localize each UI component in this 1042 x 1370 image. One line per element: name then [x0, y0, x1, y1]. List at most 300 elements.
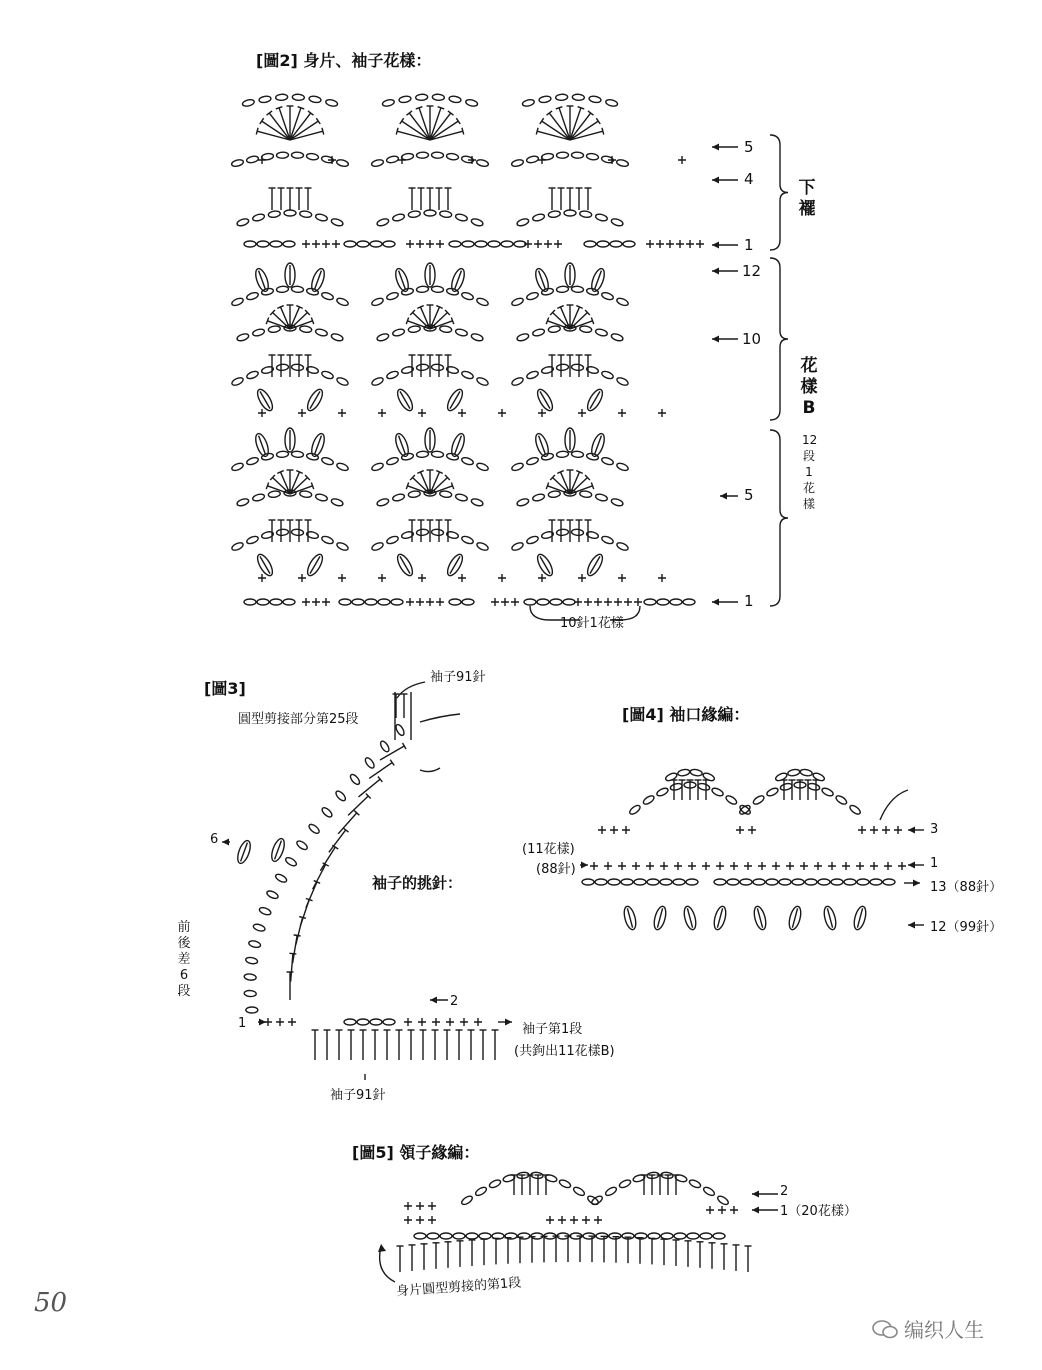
single-crochet — [312, 240, 320, 248]
chain-stitch — [231, 462, 244, 472]
chain-stitch — [674, 1233, 686, 1239]
single-crochet — [501, 598, 509, 606]
single-crochet — [418, 409, 426, 417]
chain-stitch — [511, 376, 524, 386]
single-crochet — [498, 574, 506, 582]
chain-stitch — [383, 1019, 395, 1025]
chain-stitch — [766, 787, 779, 798]
chain-stitch — [284, 210, 296, 216]
chain-stitch — [849, 804, 862, 816]
single-crochet — [406, 240, 414, 248]
chain-stitch — [431, 451, 443, 458]
chain-stitch — [408, 325, 421, 333]
chain-stitch — [657, 599, 669, 605]
double-crochet — [419, 108, 430, 140]
double-crochet-top — [456, 118, 460, 124]
row-arrowhead — [908, 922, 915, 929]
single-crochet — [524, 240, 532, 248]
chain-stitch — [446, 452, 459, 461]
chain-stitch — [344, 241, 356, 247]
chain-stitch — [449, 241, 461, 247]
chain-stitch — [231, 376, 244, 386]
chain-stitch — [725, 794, 738, 806]
fig4-row1: 1 — [930, 856, 939, 871]
chain-stitch — [818, 879, 830, 885]
puff-stitch-line — [450, 391, 460, 408]
single-crochet — [702, 862, 710, 870]
chain-stitch — [283, 599, 295, 605]
chain-stitch — [446, 153, 459, 161]
chain-stitch — [586, 287, 599, 296]
single-crochet — [426, 240, 434, 248]
chain-stitch — [236, 333, 249, 342]
chain-stitch — [446, 287, 459, 296]
single-crochet — [882, 826, 890, 834]
puff-stitch-line — [757, 908, 762, 927]
single-crochet — [736, 826, 744, 834]
single-crochet — [258, 409, 266, 417]
chain-stitch — [800, 769, 813, 777]
single-crochet — [634, 598, 642, 606]
chain-stitch — [476, 541, 489, 551]
chain-stitch — [231, 159, 244, 168]
chain-stitch — [579, 325, 592, 333]
chain-stitch — [246, 370, 259, 380]
single-crochet — [898, 862, 906, 870]
chain-stitch — [284, 856, 297, 867]
chain-stitch — [270, 599, 282, 605]
chain-stitch — [656, 787, 669, 798]
chain-stitch — [325, 99, 338, 108]
chain-stitch — [548, 325, 561, 333]
page-number: 50 — [34, 1288, 68, 1318]
row-arrowhead — [752, 1191, 759, 1198]
sleeve-edge — [420, 714, 460, 722]
puff-stitch-line — [450, 556, 460, 573]
chain-stitch — [244, 599, 256, 605]
chain-stitch — [616, 462, 629, 472]
chain-stitch — [595, 879, 607, 885]
single-crochet — [786, 862, 794, 870]
single-crochet — [404, 1018, 412, 1026]
single-crochet — [312, 598, 320, 606]
puff-stitch-line — [310, 391, 320, 408]
single-crochet — [302, 240, 310, 248]
chain-stitch — [572, 1186, 585, 1197]
single-crochet — [604, 862, 612, 870]
single-crochet — [688, 862, 696, 870]
chain-stitch — [439, 210, 452, 218]
chain-stitch — [526, 291, 539, 301]
single-crochet — [646, 240, 654, 248]
chain-stitch — [740, 879, 752, 885]
chain-stitch — [283, 241, 295, 247]
chain-stitch — [299, 490, 312, 498]
row-arrowhead — [259, 1019, 266, 1026]
chain-stitch — [292, 94, 304, 101]
chain-stitch — [416, 529, 428, 536]
chain-stitch — [883, 879, 895, 885]
chain-stitch — [611, 218, 624, 227]
chain-stitch — [537, 599, 549, 605]
chain-stitch — [408, 210, 421, 218]
single-crochet — [594, 1216, 602, 1224]
double-crochet — [570, 121, 598, 140]
chain-stitch — [621, 879, 633, 885]
chain-stitch — [455, 328, 468, 337]
chain-stitch — [714, 879, 726, 885]
chain-stitch — [471, 218, 484, 227]
chain-stitch — [688, 1178, 701, 1189]
single-crochet — [676, 240, 684, 248]
chain-stitch — [357, 241, 369, 247]
row-arrowhead — [908, 827, 915, 834]
single-crochet — [258, 156, 266, 164]
single-crochet — [258, 574, 266, 582]
chain-stitch — [401, 452, 414, 461]
puff-stitch-line — [792, 908, 797, 927]
fig2-repeat-note: 10針1花樣 — [560, 616, 624, 631]
single-crochet — [322, 240, 330, 248]
chain-stitch — [258, 906, 271, 916]
puff-stitch-line — [400, 391, 410, 408]
single-crochet — [696, 240, 704, 248]
double-crochet-top — [299, 917, 306, 919]
chain-stitch — [526, 456, 539, 466]
chain-stitch — [376, 498, 389, 507]
chain-stitch — [586, 153, 599, 161]
cuff-edge — [880, 790, 908, 820]
single-crochet — [598, 826, 606, 834]
chain-stitch — [268, 210, 281, 218]
chain-stitch — [416, 451, 428, 458]
double-crochet — [290, 108, 301, 140]
fig2-section-pattern: 花樣B — [800, 356, 818, 418]
row-arrowhead — [581, 862, 588, 869]
single-crochet — [658, 409, 666, 417]
chain-stitch — [455, 213, 468, 222]
double-crochet — [542, 121, 570, 140]
chain-stitch — [579, 210, 592, 218]
chain-stitch — [555, 94, 567, 101]
chain-stitch — [476, 376, 489, 386]
row-arrowhead — [712, 599, 719, 606]
chain-stitch — [449, 599, 461, 605]
chain-stitch — [370, 1019, 382, 1025]
fig3-sleeve-row1-note: (共鉤出11花樣B) — [514, 1044, 615, 1059]
chain-stitch — [683, 599, 695, 605]
fig2-row-label: 5 — [744, 138, 754, 156]
fig2-section-hem: 下襬 — [798, 178, 816, 219]
double-crochet-top — [540, 118, 544, 124]
chain-stitch — [579, 490, 592, 498]
chain-stitch — [461, 456, 474, 466]
chain-stitch — [556, 364, 568, 371]
chain-stitch — [246, 1007, 258, 1013]
single-crochet — [544, 240, 552, 248]
single-crochet — [618, 409, 626, 417]
chain-stitch — [571, 286, 583, 293]
chain-stitch — [687, 1233, 699, 1239]
chain-stitch — [462, 241, 474, 247]
chain-stitch — [466, 1233, 478, 1239]
watermark-text: 编织人生 — [904, 1318, 984, 1342]
chain-stitch — [370, 241, 382, 247]
chain-stitch — [257, 599, 269, 605]
chain-stitch — [516, 333, 529, 342]
chain-stitch — [524, 599, 536, 605]
single-crochet — [404, 1216, 412, 1224]
single-crochet — [570, 1216, 578, 1224]
fig4-row12: 12（99針） — [930, 920, 1003, 935]
collar-base-arrowhead — [378, 1244, 386, 1252]
chain-stitch — [616, 297, 629, 307]
chain-stitch — [661, 1233, 673, 1239]
chain-stitch — [787, 769, 800, 777]
chain-stitch — [526, 155, 539, 163]
chain-stitch — [753, 879, 765, 885]
chain-stitch — [365, 599, 377, 605]
chain-stitch — [334, 789, 347, 802]
chain-stitch — [244, 973, 257, 980]
fig3-sleeve-bottom-stitches: 袖子91針 — [330, 1088, 386, 1103]
chain-stitch — [779, 879, 791, 885]
chain-stitch — [291, 286, 303, 293]
single-crochet — [748, 826, 756, 834]
chain-stitch — [321, 291, 334, 301]
row-arrowhead — [505, 1019, 512, 1026]
single-crochet — [534, 240, 542, 248]
chain-stitch — [371, 297, 384, 307]
chain-stitch — [780, 782, 793, 791]
chain-stitch — [295, 839, 308, 851]
chain-stitch — [416, 286, 428, 293]
chain-stitch — [571, 451, 583, 458]
chain-stitch — [378, 599, 390, 605]
chain-stitch — [336, 159, 349, 168]
row-arrowhead — [430, 997, 437, 1004]
single-crochet — [298, 574, 306, 582]
chain-stitch — [276, 152, 288, 159]
single-crochet — [870, 862, 878, 870]
single-crochet — [828, 862, 836, 870]
single-crochet — [686, 240, 694, 248]
chain-stitch — [516, 498, 529, 507]
chain-stitch — [244, 241, 256, 247]
chain-stitch — [766, 879, 778, 885]
double-crochet — [559, 108, 570, 140]
puff-stitch-line — [717, 908, 722, 927]
double-crochet — [279, 108, 290, 140]
chain-stitch — [526, 370, 539, 380]
double-crochet-top — [602, 128, 604, 135]
single-crochet — [706, 1206, 714, 1214]
chain-stitch — [616, 541, 629, 551]
chain-stitch — [548, 490, 561, 498]
single-crochet — [622, 826, 630, 834]
single-crochet — [474, 1018, 482, 1026]
single-crochet — [418, 1018, 426, 1026]
chain-stitch — [379, 740, 391, 753]
double-crochet — [402, 121, 430, 140]
double-crochet-top — [294, 935, 301, 936]
chain-stitch — [821, 787, 834, 798]
chain-stitch — [541, 452, 554, 461]
double-crochet-top — [289, 953, 296, 954]
double-crochet — [313, 864, 326, 889]
row-arrowhead — [913, 880, 920, 887]
single-crochet — [491, 598, 499, 606]
single-crochet — [538, 574, 546, 582]
chain-stitch — [344, 1019, 356, 1025]
fig2-row-label: 1 — [744, 592, 754, 610]
chain-stitch — [236, 498, 249, 507]
chain-stitch — [246, 456, 259, 466]
chain-stitch — [386, 155, 399, 163]
double-crochet-top — [322, 128, 324, 135]
chain-stitch — [831, 879, 843, 885]
single-crochet — [428, 1216, 436, 1224]
double-crochet — [320, 847, 335, 871]
chain-stitch — [276, 286, 288, 293]
chain-stitch — [276, 451, 288, 458]
chain-stitch — [274, 873, 287, 884]
fig2-row-label: 5 — [744, 486, 754, 504]
single-crochet — [744, 862, 752, 870]
single-crochet — [416, 598, 424, 606]
chain-stitch — [628, 804, 641, 816]
double-crochet-top — [316, 118, 320, 124]
puff-stitch-line — [657, 908, 662, 927]
chain-stitch — [266, 889, 279, 899]
single-crochet — [416, 240, 424, 248]
chain-stitch — [516, 218, 529, 227]
chain-stitch — [511, 297, 524, 307]
fig4-row3: 3 — [930, 822, 939, 837]
chain-stitch — [336, 462, 349, 472]
chain-stitch — [711, 787, 724, 798]
chain-stitch — [697, 782, 710, 791]
chain-stitch — [548, 210, 561, 218]
single-crochet — [618, 862, 626, 870]
chain-stitch — [432, 94, 444, 101]
chain-stitch — [371, 376, 384, 386]
chain-stitch — [586, 452, 599, 461]
double-crochet-top — [462, 128, 464, 135]
chain-stitch — [488, 241, 500, 247]
single-crochet — [332, 240, 340, 248]
puff-stitch-line — [857, 908, 862, 927]
chain-stitch — [807, 782, 820, 791]
fig2-row-label: 1 — [744, 236, 754, 254]
chain-stitch — [670, 782, 683, 791]
chain-stitch — [453, 1233, 465, 1239]
chain-stitch — [556, 152, 568, 159]
chain-stitch — [394, 723, 405, 736]
single-crochet — [338, 409, 346, 417]
chain-stitch — [275, 94, 287, 101]
chain-stitch — [331, 498, 344, 507]
chain-stitch — [611, 498, 624, 507]
single-crochet — [460, 1018, 468, 1026]
single-crochet — [418, 574, 426, 582]
chain-stitch — [571, 364, 583, 371]
single-crochet — [858, 826, 866, 834]
chain-stitch — [371, 462, 384, 472]
fig5-row1: 1（20花樣） — [780, 1204, 857, 1219]
puff-stitch-line — [590, 391, 600, 408]
double-crochet — [262, 121, 290, 140]
chain-stitch — [702, 1186, 715, 1197]
chain-stitch — [460, 1194, 473, 1206]
chain-stitch — [371, 541, 384, 551]
chain-stitch — [532, 213, 545, 222]
chain-stitch — [336, 376, 349, 386]
puff-stitch-line — [260, 556, 270, 573]
fig3-sleeve-top-stitches: 袖子91針 — [430, 670, 486, 685]
watermark — [872, 1314, 984, 1343]
chain-stitch — [371, 159, 384, 168]
fig3-row1: 1 — [238, 1016, 247, 1031]
chain-stitch — [376, 218, 389, 227]
puff-stitch-line — [540, 556, 550, 573]
single-crochet — [428, 1202, 436, 1210]
chain-stitch — [604, 1186, 617, 1197]
fig4-row13: 13（88針） — [930, 880, 1003, 895]
sleeve-edge — [420, 768, 440, 772]
chain-stitch — [401, 287, 414, 296]
chain-stitch — [276, 364, 288, 371]
single-crochet — [772, 862, 780, 870]
fig2-row-label: 10 — [742, 330, 762, 348]
chain-stitch — [427, 1233, 439, 1239]
chain-stitch — [386, 291, 399, 301]
chain-stitch — [364, 756, 376, 769]
single-crochet — [894, 826, 902, 834]
fig3-row6: 6 — [210, 832, 219, 847]
fig2-row-label: 12 — [742, 262, 762, 280]
chain-stitch — [686, 879, 698, 885]
chain-stitch — [246, 535, 259, 545]
row-arrowhead — [712, 177, 719, 184]
fig3-pickup-label: 袖子的挑針： — [372, 874, 463, 892]
chain-stitch — [321, 456, 334, 466]
puff-stitch-line — [400, 556, 410, 573]
single-crochet — [436, 598, 444, 606]
double-crochet-top — [596, 118, 600, 124]
puff-stitch-line — [590, 556, 600, 573]
chain-stitch — [571, 152, 583, 159]
chain-stitch — [315, 213, 328, 222]
double-crochet-top — [256, 128, 258, 135]
single-crochet — [614, 598, 622, 606]
chain-stitch — [634, 879, 646, 885]
chain-stitch — [382, 99, 395, 108]
single-crochet — [416, 1216, 424, 1224]
puff-stitch-line — [540, 391, 550, 408]
chain-stitch — [291, 451, 303, 458]
chain-stitch — [440, 1233, 452, 1239]
fig4-left-count-1: (11花樣) — [522, 842, 575, 857]
single-crochet — [558, 1216, 566, 1224]
single-crochet — [554, 240, 562, 248]
chain-stitch — [315, 493, 328, 502]
single-crochet — [546, 1216, 554, 1224]
chain-stitch — [291, 529, 303, 536]
fig2-row-label: 4 — [744, 170, 754, 188]
chain-stitch — [597, 241, 609, 247]
chain-stitch — [349, 773, 361, 786]
